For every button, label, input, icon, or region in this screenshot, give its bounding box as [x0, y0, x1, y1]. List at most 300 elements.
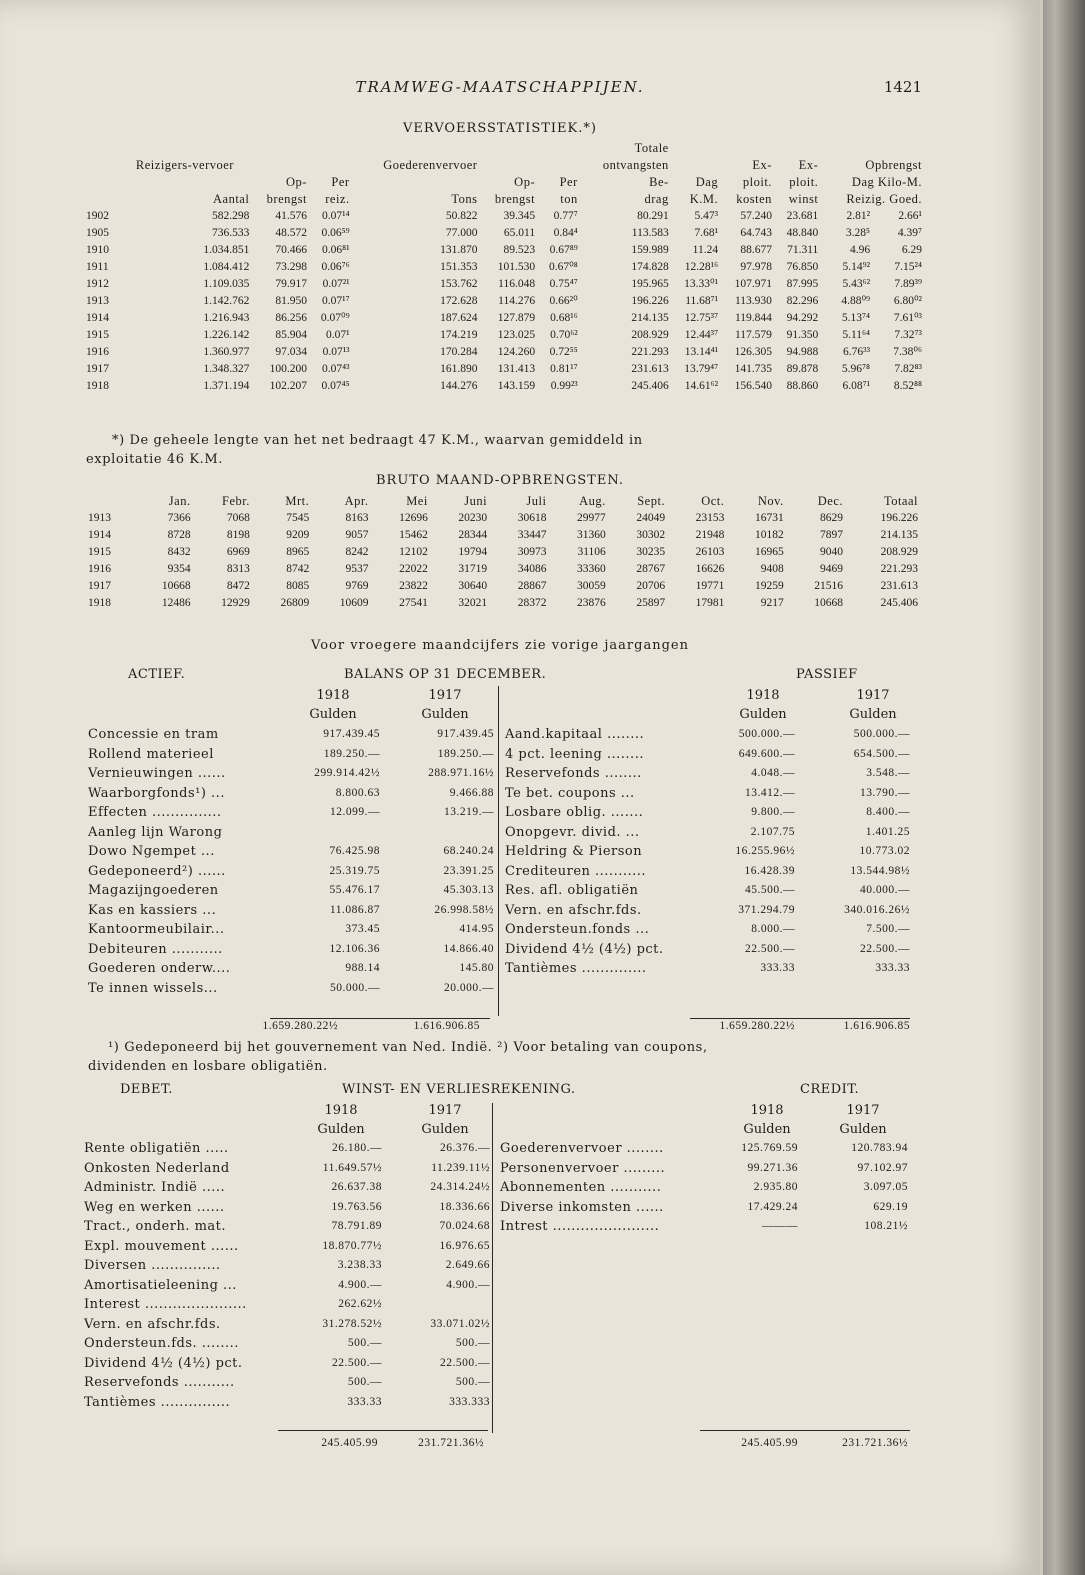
balance-passief-list [505, 725, 915, 979]
pl-unit-1918-left: Gulden [317, 1122, 365, 1137]
stats-value-cell: 0.99²³ [550, 380, 578, 392]
balance-footnote-2: dividenden en losbare obligatiën. [88, 1059, 328, 1074]
stats-header-cell: K.M. [689, 192, 719, 206]
monthly-value-cell: 8965 [286, 546, 310, 558]
monthly-value-cell: 12102 [399, 546, 428, 558]
stats-year-cell: 1914 [86, 312, 109, 324]
ledger-row [88, 920, 494, 940]
ledger-label: Administr. Indië ..... [84, 1180, 226, 1195]
stats-year-cell: 1905 [86, 227, 109, 239]
bal-unit-1918-left: Gulden [309, 707, 357, 722]
stats-header-cell: brengst [266, 192, 307, 206]
monthly-value-cell: 30640 [458, 580, 488, 592]
stats-value-cell: 161.890 [440, 363, 478, 375]
monthly-value-cell: 8432 [167, 546, 191, 558]
ledger-row [84, 1178, 490, 1198]
ledger-value-1918: 16.255.96½ [735, 845, 795, 857]
monthly-value-cell: 21516 [814, 580, 844, 592]
monthly-value-cell: 34086 [517, 563, 547, 575]
balance-left-total-1918: 1.659.280.22½ [262, 1020, 338, 1032]
monthly-value-cell: 28867 [517, 580, 547, 592]
stats-value-cell: 0.66²⁰ [549, 295, 578, 307]
monthly-value-cell: 10668 [814, 597, 844, 609]
stats-value-cell: 1.142.762 [203, 295, 250, 307]
stats-value-cell: 86.256 [275, 312, 307, 324]
monthly-value-cell: 26103 [695, 546, 725, 558]
monthly-table [88, 493, 920, 612]
ledger-label: Abonnementen ........... [500, 1180, 662, 1195]
ledger-value-1918: 189.250.— [323, 747, 380, 760]
monthly-row [88, 595, 920, 612]
monthly-value-cell: 31719 [458, 563, 488, 575]
stats-value-cell: 5.47³ [694, 210, 719, 222]
monthly-value-cell: 23876 [577, 597, 606, 609]
stats-value-cell: 131.870 [440, 244, 478, 256]
stats-header-cell [537, 157, 580, 174]
monthly-note: Voor vroegere maandcijfers zie vorige jaargangen [311, 638, 689, 653]
stats-value-cell: 102.207 [269, 380, 307, 392]
ledger-value-1917: 26.998.58½ [434, 903, 494, 916]
stats-row [86, 293, 924, 310]
ledger-label: Te innen wissels... [88, 980, 218, 996]
stats-year-cell: 1915 [86, 329, 109, 341]
stats-value-cell: 0.70⁶² [550, 329, 578, 341]
ledger-value-1917: 145.80 [459, 962, 494, 974]
ledger-value-1918: 78.791.89 [331, 1220, 382, 1232]
pl-left-title: DEBET. [120, 1082, 173, 1097]
stats-value-cell: 6.76³³ [843, 346, 871, 358]
stats-value-cell: 91.350 [786, 329, 819, 341]
ledger-label: Res. afl. obligatiën [505, 883, 639, 898]
stats-value-cell: 0.77⁷ [553, 210, 578, 222]
stats-value-cell: 151.353 [440, 261, 478, 273]
stats-value-cell: 116.048 [498, 278, 536, 290]
stats-value-cell: 79.917 [275, 278, 307, 290]
ledger-row [84, 1198, 490, 1218]
bal-unit-1917-right: Gulden [849, 707, 897, 722]
stats-value-cell: 114.276 [498, 295, 536, 307]
stats-value-cell: 159.989 [631, 244, 669, 256]
ledger-value-1917: 189.250.— [437, 747, 494, 760]
stats-value-cell: 12.75³⁷ [684, 312, 719, 324]
stats-value-cell: 127.879 [497, 312, 536, 324]
ledger-label: Reservefonds ........ [505, 766, 642, 781]
ledger-row [88, 764, 494, 784]
ledger-value-1918: 18.870.77½ [322, 1239, 382, 1252]
monthly-value-cell: 9769 [345, 580, 369, 592]
stats-value-cell: 2.66¹ [898, 210, 922, 222]
ledger-label: Waarborgfonds¹) ... [88, 785, 225, 801]
ledger-row [500, 1139, 910, 1159]
stats-header-cell [479, 157, 537, 174]
stats-value-cell: 124.260 [497, 346, 536, 358]
stats-value-cell: 6.80⁰² [893, 295, 922, 307]
monthly-header-cell: Aug. [579, 494, 606, 508]
monthly-value-cell: 10182 [754, 529, 784, 541]
ledger-value-1918: 262.62½ [338, 1298, 382, 1310]
ledger-label: Intrest ....................... [500, 1219, 660, 1234]
ledger-value-1917: 2.649.66 [445, 1259, 490, 1271]
ledger-row [88, 823, 488, 843]
monthly-value-cell: 8728 [167, 529, 191, 541]
ledger-row [505, 959, 915, 979]
ledger-row [505, 803, 915, 823]
stats-header-cell [251, 140, 309, 157]
stats-value-cell: 48.572 [275, 227, 307, 239]
monthly-row [88, 510, 920, 527]
ledger-value-1917: 18.336.66 [439, 1200, 490, 1213]
balance-footnote: ¹) Gedeponeerd bij het gouvernement van Ned. Indië. ²) Voor betaling van coupons, [108, 1040, 708, 1055]
stats-value-cell: 6.08⁷¹ [842, 380, 871, 392]
stats-value-cell: 214.135 [631, 312, 669, 324]
monthly-value-cell: 7897 [820, 529, 844, 541]
ledger-label: Amortisatieleening ... [84, 1277, 237, 1293]
monthly-value-cell: 8085 [286, 580, 310, 592]
stats-value-cell: 12.28¹⁶ [684, 261, 719, 273]
stats-value-cell: 153.762 [440, 278, 478, 290]
stats-value-cell: 65.011 [503, 227, 536, 239]
stats-header-cell [352, 174, 480, 191]
stats-header-cell [86, 174, 119, 191]
ledger-value-1918: 649.600.— [738, 747, 795, 760]
monthly-value-cell: 32021 [458, 597, 488, 609]
ledger-value-1917: 97.102.97 [857, 1161, 908, 1174]
ledger-value-1917: 414.95 [459, 923, 494, 935]
monthly-value-cell: 23822 [399, 580, 428, 592]
ledger-row [88, 803, 494, 823]
pl-left-total-1918: 245.405.99 [321, 1437, 378, 1449]
monthly-value-cell: 28344 [458, 529, 488, 541]
ledger-value-1918: 2.935.80 [753, 1181, 798, 1193]
ledger-label: Rente obligatiën ..... [84, 1141, 229, 1156]
ledger-value-1917: 11.239.11½ [431, 1161, 490, 1174]
stats-value-cell: 6.29 [901, 244, 922, 256]
monthly-year-cell: 1915 [88, 546, 111, 558]
stats-header-cell: Be- [649, 175, 669, 189]
stats-header-row [86, 174, 924, 191]
ledger-label: Te bet. coupons ... [505, 785, 635, 801]
stats-row [86, 259, 924, 276]
stats-value-cell: 143.159 [497, 380, 536, 392]
stats-value-cell: 187.624 [440, 312, 478, 324]
pl-credit-list [500, 1139, 910, 1237]
monthly-header-cell: Febr. [222, 494, 250, 508]
bal-year-1918-right: 1918 [746, 688, 780, 703]
monthly-value-cell: 20230 [458, 512, 488, 524]
ledger-label: Aanleg lijn Warong [88, 824, 223, 840]
monthly-value-cell: 30618 [517, 512, 547, 524]
monthly-year-cell: 1917 [88, 580, 111, 592]
balance-left-total-1917: 1.616.906.85 [413, 1020, 480, 1032]
ledger-value-1918: 16.428.39 [744, 864, 795, 877]
stats-header-cell: Op- [514, 175, 536, 189]
ledger-value-1917: 108.21½ [864, 1220, 908, 1232]
stats-header-cell: reiz. [325, 192, 350, 206]
monthly-value-cell: 208.929 [880, 546, 918, 558]
stats-value-cell: 94.292 [786, 312, 819, 324]
stats-value-cell: 126.305 [734, 346, 772, 358]
monthly-row [88, 578, 920, 595]
ledger-row [88, 862, 494, 882]
stats-value-cell: 5.96⁷⁸ [841, 363, 871, 375]
ledger-value-1918: 125.769.59 [741, 1142, 798, 1154]
ledger-value-1918: 17.429.24 [747, 1200, 798, 1213]
ledger-value-1917: 500.— [455, 1337, 490, 1349]
stats-header-cell: Totale [634, 141, 669, 155]
stats-value-cell: 71.311 [787, 244, 819, 256]
stats-value-cell: 89.878 [786, 363, 819, 375]
stats-header-cell: Op- [286, 175, 307, 189]
monthly-value-cell: 21948 [695, 529, 725, 541]
ledger-label: Dividend 4½ (4½) pct. [84, 1355, 243, 1371]
stats-value-cell: 13.79⁴⁷ [684, 363, 719, 375]
stats-header-cell [774, 140, 820, 157]
stats-footnote-2: exploitatie 46 K.M. [86, 452, 224, 467]
monthly-value-cell: 9537 [345, 563, 369, 575]
monthly-value-cell: 8163 [345, 512, 369, 524]
ledger-value-1918: 8.000.— [751, 923, 795, 935]
stats-header-cell [720, 140, 774, 157]
ledger-row [88, 881, 494, 901]
ledger-value-1917: 14.866.40 [443, 942, 494, 955]
monthly-value-cell: 30302 [636, 529, 666, 541]
ledger-value-1917: 629.19 [873, 1200, 908, 1213]
stats-value-cell: 101.530 [497, 261, 536, 273]
ledger-row [505, 823, 915, 843]
ledger-label: Dowo Ngempet ... [88, 844, 215, 859]
monthly-value-cell: 33360 [577, 563, 606, 575]
stats-value-cell: 1.226.142 [203, 329, 250, 341]
ledger-row [505, 784, 915, 804]
stats-value-cell: 196.226 [631, 295, 669, 307]
stats-value-cell: 41.576 [275, 210, 307, 222]
stats-value-cell: 64.743 [740, 227, 772, 239]
stats-header-cell [309, 140, 352, 157]
stats-value-cell: 48.840 [786, 227, 819, 239]
ledger-row [84, 1217, 490, 1237]
stats-header-cell [86, 140, 119, 157]
stats-header-cell: Goederenvervoer [383, 158, 478, 172]
stats-value-cell: 0.07⁰⁹ [320, 312, 350, 324]
stats-year-cell: 1917 [86, 363, 109, 375]
monthly-header-cell: Mrt. [285, 494, 310, 508]
ledger-value-1918: 26.637.38 [331, 1181, 382, 1193]
stats-year-cell: 1902 [86, 210, 109, 222]
ledger-label: Diversen ............... [84, 1258, 221, 1273]
monthly-header-cell: Oct. [701, 494, 725, 508]
monthly-value-cell: 214.135 [880, 529, 918, 541]
monthly-value-cell: 12696 [399, 512, 428, 524]
stats-header-cell [86, 157, 119, 174]
stats-value-cell: 0.07¹ [326, 329, 350, 341]
monthly-header-cell: Apr. [344, 494, 369, 508]
bal-year-1917-right: 1917 [856, 688, 890, 703]
pl-unit-1918-right: Gulden [743, 1122, 791, 1137]
stats-title: VERVOERSSTATISTIEK.*) [403, 121, 597, 136]
stats-header-cell: brengst [494, 192, 536, 206]
ledger-label: Tantièmes .............. [505, 961, 647, 976]
stats-year-cell: 1911 [86, 261, 109, 273]
stats-value-cell: 0.07¹⁷ [322, 295, 350, 307]
stats-value-cell: 1.348.327 [203, 363, 250, 375]
balance-title: BALANS OP 31 DECEMBER. [344, 667, 547, 682]
stats-value-cell: 582.298 [211, 210, 250, 222]
ledger-value-1917: 13.219.— [444, 806, 494, 818]
stats-header-cell [479, 140, 537, 157]
stats-header-cell: Aantal [213, 192, 250, 206]
ledger-label: Tract., onderh. mat. [84, 1219, 227, 1234]
monthly-row [88, 527, 920, 544]
ledger-row [88, 940, 494, 960]
ledger-row [500, 1178, 910, 1198]
stats-value-cell: 1.216.943 [203, 312, 250, 324]
monthly-value-cell: 23153 [695, 512, 725, 524]
stats-header-cell: Per [331, 175, 350, 189]
stats-value-cell: 3.28⁵ [845, 227, 871, 239]
monthly-value-cell: 30235 [636, 546, 666, 558]
stats-header-cell: ploit. [789, 175, 819, 189]
ledger-label: Kantoormeubilair... [88, 922, 225, 937]
ledger-row [500, 1159, 910, 1179]
ledger-value-1917: 16.976.65 [439, 1239, 490, 1252]
stats-value-cell: 2.81² [846, 210, 871, 222]
stats-value-cell: 0.07²¹ [322, 278, 350, 290]
stats-value-cell: 12.44³⁷ [684, 329, 719, 341]
stats-header-cell: Reizig. Goed. [846, 192, 922, 206]
ledger-value-1918: 55.476.17 [329, 884, 380, 896]
ledger-label: Vern. en afschr.fds. [505, 902, 642, 918]
ledger-value-1918: 333.33 [760, 962, 795, 974]
ledger-row [505, 745, 915, 765]
monthly-value-cell: 15462 [399, 529, 428, 541]
stats-value-cell: 73.298 [275, 261, 307, 273]
ledger-row [84, 1237, 490, 1257]
stats-value-cell: 7.61⁰³ [893, 312, 922, 324]
pl-left-total-1917: 231.721.36½ [418, 1437, 484, 1449]
stats-value-cell: 81.950 [275, 295, 307, 307]
ledger-value-1917: 45.303.13 [443, 884, 494, 896]
monthly-year-cell: 1916 [88, 563, 111, 575]
ledger-row [88, 979, 494, 999]
monthly-value-cell: 245.406 [880, 597, 918, 609]
stats-row [86, 361, 924, 378]
stats-value-cell: 1.084.412 [203, 261, 250, 273]
ledger-row [88, 784, 494, 804]
pl-year-1918-right: 1918 [750, 1103, 784, 1118]
stats-table [86, 140, 924, 395]
stats-value-cell: 7.82⁸³ [894, 363, 922, 375]
monthly-value-cell: 22022 [399, 563, 428, 575]
ledger-value-1917: 33.071.02½ [430, 1317, 490, 1330]
stats-value-cell: 131.413 [497, 363, 536, 375]
monthly-value-cell: 196.226 [880, 512, 918, 524]
ledger-label: Debiteuren ........... [88, 941, 223, 957]
ledger-label: Diverse inkomsten ...... [500, 1199, 664, 1215]
ledger-value-1918: 22.500.— [332, 1356, 382, 1369]
ledger-row [84, 1354, 490, 1374]
monthly-value-cell: 8742 [286, 563, 310, 575]
balance-right-total-1918: 1.659.280.22½ [719, 1020, 795, 1032]
monthly-value-cell: 7068 [226, 512, 250, 524]
stats-value-cell: 50.822 [445, 210, 478, 222]
stats-value-cell: 85.904 [275, 329, 307, 341]
ledger-value-1918: 11.649.57½ [322, 1161, 382, 1174]
stats-row [86, 242, 924, 259]
stats-value-cell: 0.07¹⁴ [322, 210, 350, 222]
ledger-value-1918: ——— [762, 1220, 798, 1232]
monthly-header-cell [88, 493, 133, 510]
monthly-value-cell: 8629 [820, 512, 844, 524]
monthly-value-cell: 19771 [695, 580, 725, 592]
ledger-value-1917: 20.000.— [444, 981, 494, 994]
stats-value-cell: 97.978 [740, 261, 772, 273]
stats-row [86, 327, 924, 344]
monthly-value-cell: 30059 [577, 580, 606, 592]
monthly-value-cell: 9354 [167, 563, 191, 575]
ledger-value-1917: 333.333 [449, 1395, 490, 1408]
ledger-value-1917: 917.439.45 [437, 728, 494, 740]
monthly-value-cell: 231.613 [880, 580, 918, 592]
stats-value-cell: 1.034.851 [203, 244, 250, 256]
pl-title: WINST- EN VERLIESREKENING. [342, 1082, 576, 1097]
stats-value-cell: 1.371.194 [203, 380, 250, 392]
monthly-header-cell: Totaal [883, 494, 918, 508]
monthly-title: BRUTO MAAND-OPBRENGSTEN. [375, 473, 624, 488]
stats-header-cell: Opbrengst [865, 158, 922, 172]
stats-header-cell [86, 191, 119, 208]
stats-value-cell: 156.540 [734, 380, 772, 392]
balance-left-total-rule [270, 1018, 490, 1019]
ledger-row [88, 725, 494, 745]
stats-value-cell: 1.360.977 [203, 346, 250, 358]
stats-header-cell [352, 140, 480, 157]
ledger-row [505, 764, 915, 784]
ledger-value-1917: 288.971.16½ [428, 767, 494, 779]
ledger-value-1917: 10.773.02 [859, 845, 910, 857]
stats-value-cell: 23.681 [786, 210, 819, 222]
stats-header-cell: Dag Kilo-M. [851, 175, 922, 189]
monthly-value-cell: 26809 [280, 597, 310, 609]
stats-row [86, 208, 924, 225]
stats-value-cell: 0.06⁸¹ [322, 244, 350, 256]
stats-header-cell [119, 140, 252, 157]
stats-value-cell: 0.07⁴³ [322, 363, 350, 375]
ledger-value-1917: 24.314.24½ [430, 1181, 490, 1193]
monthly-value-cell: 10609 [339, 597, 369, 609]
stats-value-cell: 172.628 [440, 295, 478, 307]
ledger-value-1917: 3.097.05 [863, 1181, 908, 1193]
stats-value-cell: 97.034 [275, 346, 307, 358]
bal-year-1917-left: 1917 [428, 688, 462, 703]
monthly-value-cell: 9209 [286, 529, 310, 541]
ledger-row [505, 901, 915, 921]
ledger-label: Gedeponeerd²) ...... [88, 863, 226, 879]
ledger-value-1918: 373.45 [345, 923, 380, 935]
stats-value-cell: 13.33⁰¹ [684, 278, 719, 290]
ledger-value-1918: 45.500.— [745, 884, 795, 896]
pl-left-total-rule [278, 1430, 488, 1431]
stats-header-cell: Dag [695, 175, 719, 189]
ledger-row [84, 1393, 490, 1413]
monthly-value-cell: 8472 [226, 580, 250, 592]
stats-value-cell: 1.109.035 [203, 278, 250, 290]
monthly-value-cell: 16965 [754, 546, 784, 558]
stats-header-cell: kosten [736, 192, 772, 206]
stats-value-cell: 88.860 [786, 380, 819, 392]
book-binding-edge [1043, 0, 1085, 1575]
stats-header-cell [537, 140, 580, 157]
stats-value-cell: 174.219 [440, 329, 478, 341]
